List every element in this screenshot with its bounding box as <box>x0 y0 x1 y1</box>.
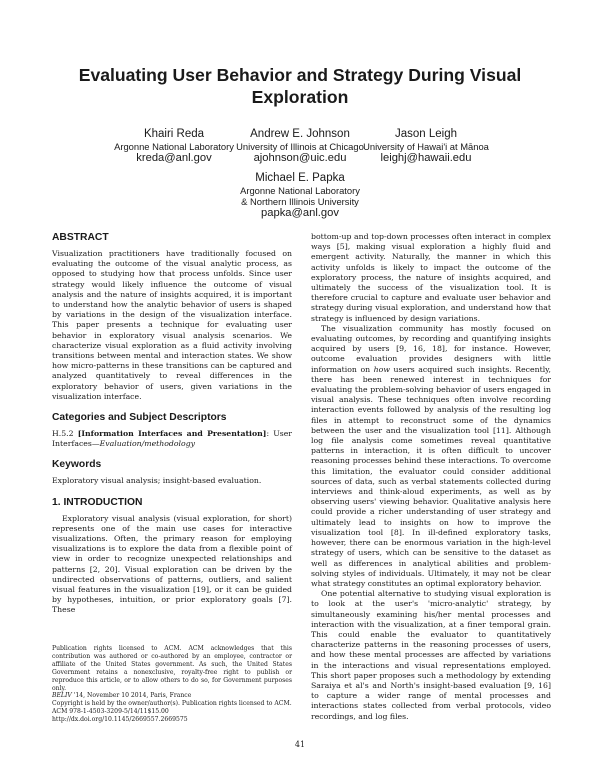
doi-link[interactable]: http://dx.doi.org/10.1145/2669557.2669575 <box>52 716 188 724</box>
abstract-text: Visualization practitioners have traditionally focused on evaluating the outcome of the visual analytic process, as opposed to studying how that process unfolds. Since user strategy would likely influence the outcome of visual analysis and the nature of insights acquired, it is important to understand how the analytic behavior of users is shaped by variations in the design of the visualization interface. This paper presents a technique for evaluating user behavior in exploratory visual analysis scenarios. We characterize visual exploration as a fluid activity involving transitions between mental and interaction states. We show how micro-patterns in these transitions can be captured and analyzed quantitatively to reveal differences in the exploratory behavior of users, given variations in the visualization interface. <box>52 249 292 401</box>
venue-details: '14, November 10 2014, Paris, France <box>71 692 192 700</box>
intro-paragraph-2 <box>311 324 551 589</box>
author-3 <box>326 127 526 165</box>
author-email: leighj@hawaii.edu <box>380 152 472 164</box>
author-affiliation-2: & Northern Illinois University <box>241 196 359 207</box>
author-affiliation: Argonne National Laboratory <box>114 141 234 152</box>
category-text: : User Interfaces— <box>52 429 292 449</box>
author-email: ajohnson@uic.edu <box>253 152 347 164</box>
category-code: H.5.2 <box>52 429 74 439</box>
author-email: papka@anl.gov <box>261 207 339 219</box>
intro-paragraph-3: One potential alternative to studying visual exploration is to look at the user's 'micro-analytic' strategy, by simultaneously examining his/her mental processes and interaction with the visualization, at a finer temporal grain. This could enable the evaluator to quantitatively characterize patterns in the reasoning processes of users, and how these mental processes are affected by variations in the interactions and visual representations employed. This short paper proposes such a methodology by extending Saraiya et al's and North's insight-based evaluation [9, 16] to capture a wider range of mental processes and interactions states collected from verbal protocols, video recordings, and log files. <box>311 589 551 721</box>
abstract-heading: ABSTRACT <box>52 232 109 243</box>
categories-text <box>52 429 292 449</box>
paragraph-2-part-b: users acquired such insights. Recently, there has been renewed interest in techniques for evaluating the problem-solving behavior of users engaged in visual analysis. These techniques often involve recording interaction events followed by analysis of the resulting log files in attempt to reconstruct some of the dynamics between the user and the visualization tool [11]. Although log file analysis come sometimes reveal quantitative patterns in interaction, it is often difficult to uncover reasoning processes behind these interactions. To overcome this limitation, the evaluator could consider additional sources of data, such as verbal statements collected during interviews and think-aloud experiments, as well as by observing users' viewing behavior. Qualitative analysis here could provide a richer understanding of user strategy and ultimately lead to insights on how to improve the visualization tool [8]. In ill-defined exploratory tasks, however, there can be enormous variation in the high-level strategy of users, which can be sensitive to the dataset as well as differences in analytical abilities and problem-solving styles of individuals. Ultimately, it may not be clear what strategy constitutes an optimal exploratory behavior. <box>311 364 551 588</box>
isbn-text: ACM 978-1-4503-3209-5/14/11$15.00 <box>52 708 169 716</box>
paper-title: Evaluating User Behavior and Strategy During Visual Exploration <box>78 65 522 107</box>
author-4 <box>200 171 400 220</box>
paragraph-2-italic: how <box>373 364 390 374</box>
intro-paragraph-1: Exploratory visual analysis (visual exploration, for short) represents one of the main use cases for interactive visualizations. Often, the primary reason for employing visualizations is to explore the data from a flexible point of view in order to recognize unexpected relationships and patterns [2, 20]. Visual exploration can be driven by the undirected observations of patterns, outliers, and salient visual features in the visualization [19], or it can be guided by hypotheses, intuition, or prior exploratory goals [7]. These <box>52 513 292 615</box>
copyright-footnote <box>52 645 292 724</box>
author-affiliation: University of Illinois at Chicago <box>236 141 364 152</box>
author-affiliation: University of Hawai'i at Mānoa <box>363 141 489 152</box>
author-name: Khairi Reda <box>143 128 205 140</box>
left-column <box>52 232 292 616</box>
page-number: 41 <box>294 740 306 749</box>
paragraph-2-part-a: The visualization community has mostly focused on evaluating outcomes, by recording and quantifying insights acquired by users [9, 16, 18], for instance. However, outcome evaluation provides designers with little information on <box>311 323 551 374</box>
introduction-heading: 1. INTRODUCTION <box>52 496 143 508</box>
copyright-text: Copyright is held by the owner/author(s). Publication rights licensed to ACM. <box>52 700 292 708</box>
categories-heading: Categories and Subject Descriptors <box>52 412 227 424</box>
author-email: kreda@anl.gov <box>136 152 212 164</box>
right-column <box>311 232 551 722</box>
permissions-text: Publication rights licensed to ACM. ACM acknowledges that this contribution was authored or co-authored by an employee, contractor or affiliate of the United States government. As such, the United States Government retains a nonexclusive, royalty-free right to publish or reproduce this article, or to allow others to do so, for Government purposes only. <box>52 645 292 692</box>
intro-paragraph-1-continued: bottom-up and top-down processes often interact in complex ways [5], making visual exploration a highly fluid and emergent activity. Naturally, the manner in which this activity unfolds is likely to impact the outcome of the exploratory process, the nature of insights acquired, and ultimately the success of the visualization tool. It is therefore crucial to capture and evaluate user behavior and strategy during visual exploration, and understand how that strategy is influenced by design variations. <box>311 232 551 323</box>
keywords-text: Exploratory visual analysis; insight-based evaluation. <box>52 476 262 486</box>
author-name: Jason Leigh <box>394 128 458 140</box>
author-name: Andrew E. Johnson <box>250 128 350 140</box>
author-affiliation: Argonne National Laboratory <box>240 185 360 196</box>
category-italic: Evaluation/methodology <box>99 439 196 449</box>
venue-name: BELIV <box>52 692 72 700</box>
keywords-heading: Keywords <box>52 459 102 471</box>
category-bold: [Information Interfaces and Presentation] <box>77 429 267 439</box>
author-name: Michael E. Papka <box>255 172 345 184</box>
venue-line <box>52 692 292 700</box>
